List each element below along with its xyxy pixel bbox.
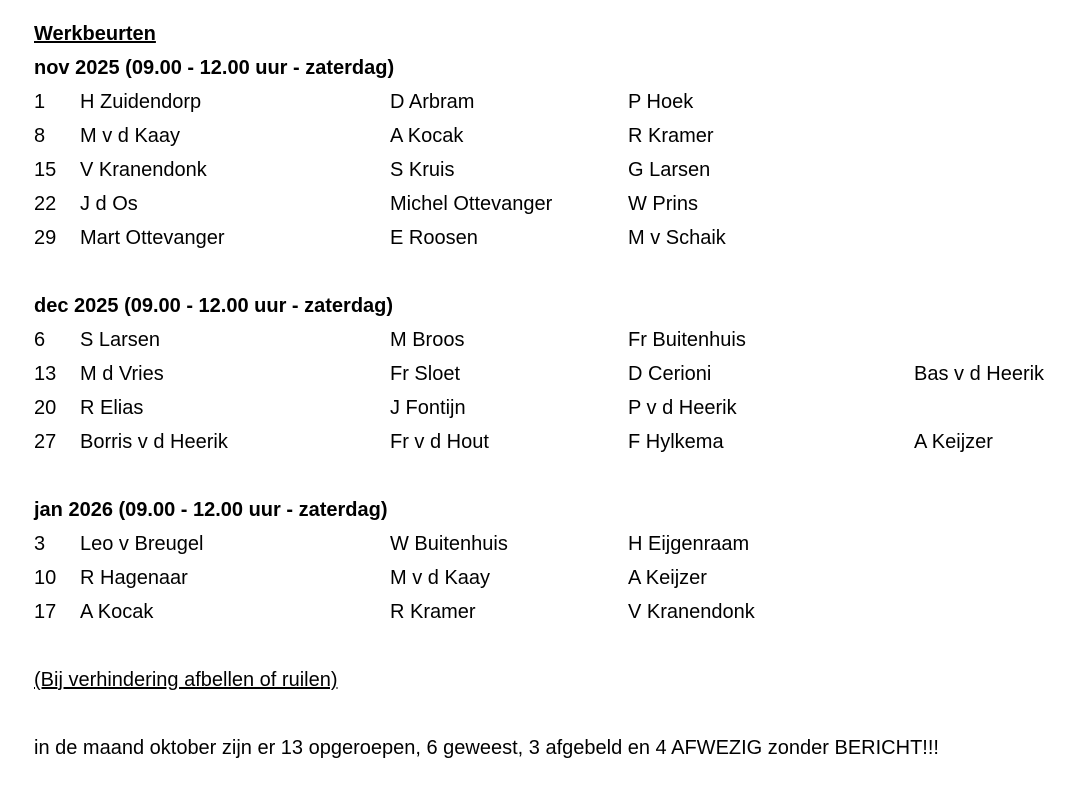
day-number: 22 (34, 193, 57, 215)
volunteer-name: D Arbram (390, 91, 475, 113)
schedule-row (34, 561, 1074, 595)
volunteer-name: R Kramer (390, 601, 476, 623)
document (34, 17, 1074, 765)
schedule-row (34, 357, 1074, 391)
volunteer-name: Bas v d Heerik (914, 363, 1045, 385)
volunteer-name: E Roosen (390, 227, 478, 249)
volunteer-name: M d Vries (80, 363, 164, 385)
volunteer-name: P v d Heerik (628, 397, 737, 419)
section-spacer (34, 459, 1074, 493)
volunteer-name: Fr Sloet (390, 363, 461, 385)
volunteer-name: H Zuidendorp (80, 91, 202, 113)
volunteer-name: J d Os (80, 193, 138, 215)
volunteer-name: M v Schaik (628, 227, 726, 249)
schedule-row (34, 391, 1074, 425)
volunteer-name: M Broos (390, 329, 465, 351)
schedule-row (34, 187, 1074, 221)
section-heading-dec: dec 2025 (09.00 - 12.00 uur - zaterdag) (34, 295, 394, 317)
section-spacer (34, 629, 1074, 663)
volunteer-name: Borris v d Heerik (80, 431, 228, 453)
day-number: 17 (34, 601, 57, 623)
schedule-row (34, 85, 1074, 119)
day-number: 29 (34, 227, 57, 249)
schedule-row (34, 119, 1074, 153)
volunteer-name: S Kruis (390, 159, 455, 181)
section-heading-nov: nov 2025 (09.00 - 12.00 uur - zaterdag) (34, 57, 395, 79)
volunteer-name: A Keijzer (628, 567, 707, 589)
volunteer-name: W Prins (628, 193, 698, 215)
section-spacer (34, 697, 1074, 731)
volunteer-name: H Eijgenraam (628, 533, 750, 555)
volunteer-name: G Larsen (628, 159, 711, 181)
volunteer-name: Fr v d Hout (390, 431, 489, 453)
day-number: 6 (34, 329, 46, 351)
schedule-row (34, 595, 1074, 629)
schedule-row (34, 323, 1074, 357)
volunteer-name: M v d Kaay (80, 125, 181, 147)
volunteer-name: P Hoek (628, 91, 694, 113)
section-spacer (34, 255, 1074, 289)
page-title: Werkbeurten (34, 23, 156, 45)
day-number: 10 (34, 567, 57, 589)
schedule-row (34, 425, 1074, 459)
volunteer-name: R Elias (80, 397, 144, 419)
schedule-row (34, 221, 1074, 255)
day-number: 15 (34, 159, 57, 181)
volunteer-name: W Buitenhuis (390, 533, 508, 555)
volunteer-name: Leo v Breugel (80, 533, 204, 555)
volunteer-name: S Larsen (80, 329, 161, 351)
volunteer-name: R Kramer (628, 125, 714, 147)
day-number: 8 (34, 125, 46, 147)
volunteer-name: D Cerioni (628, 363, 712, 385)
volunteer-name: A Kocak (390, 125, 464, 147)
volunteer-name: J Fontijn (390, 397, 466, 419)
attendance-summary: in de maand oktober zijn er 13 opgeroepen, 6 geweest, 3 afgebeld en 4 AFWEZIG zonder BERICHT!!! (34, 737, 939, 759)
day-number: 3 (34, 533, 46, 555)
volunteer-name: F Hylkema (628, 431, 724, 453)
absence-note: (Bij verhindering afbellen of ruilen) (34, 669, 338, 691)
volunteer-name: A Keijzer (914, 431, 993, 453)
volunteer-name: V Kranendonk (628, 601, 755, 623)
volunteer-name: Mart Ottevanger (80, 227, 225, 249)
day-number: 13 (34, 363, 57, 385)
schedule-row (34, 153, 1074, 187)
section-heading-jan: jan 2026 (09.00 - 12.00 uur - zaterdag) (34, 499, 388, 521)
day-number: 1 (34, 91, 46, 113)
day-number: 27 (34, 431, 57, 453)
volunteer-name: Fr Buitenhuis (628, 329, 746, 351)
volunteer-name: V Kranendonk (80, 159, 207, 181)
volunteer-name: M v d Kaay (390, 567, 491, 589)
day-number: 20 (34, 397, 57, 419)
schedule-row (34, 527, 1074, 561)
volunteer-name: A Kocak (80, 601, 154, 623)
volunteer-name: R Hagenaar (80, 567, 188, 589)
volunteer-name: Michel Ottevanger (390, 193, 553, 215)
